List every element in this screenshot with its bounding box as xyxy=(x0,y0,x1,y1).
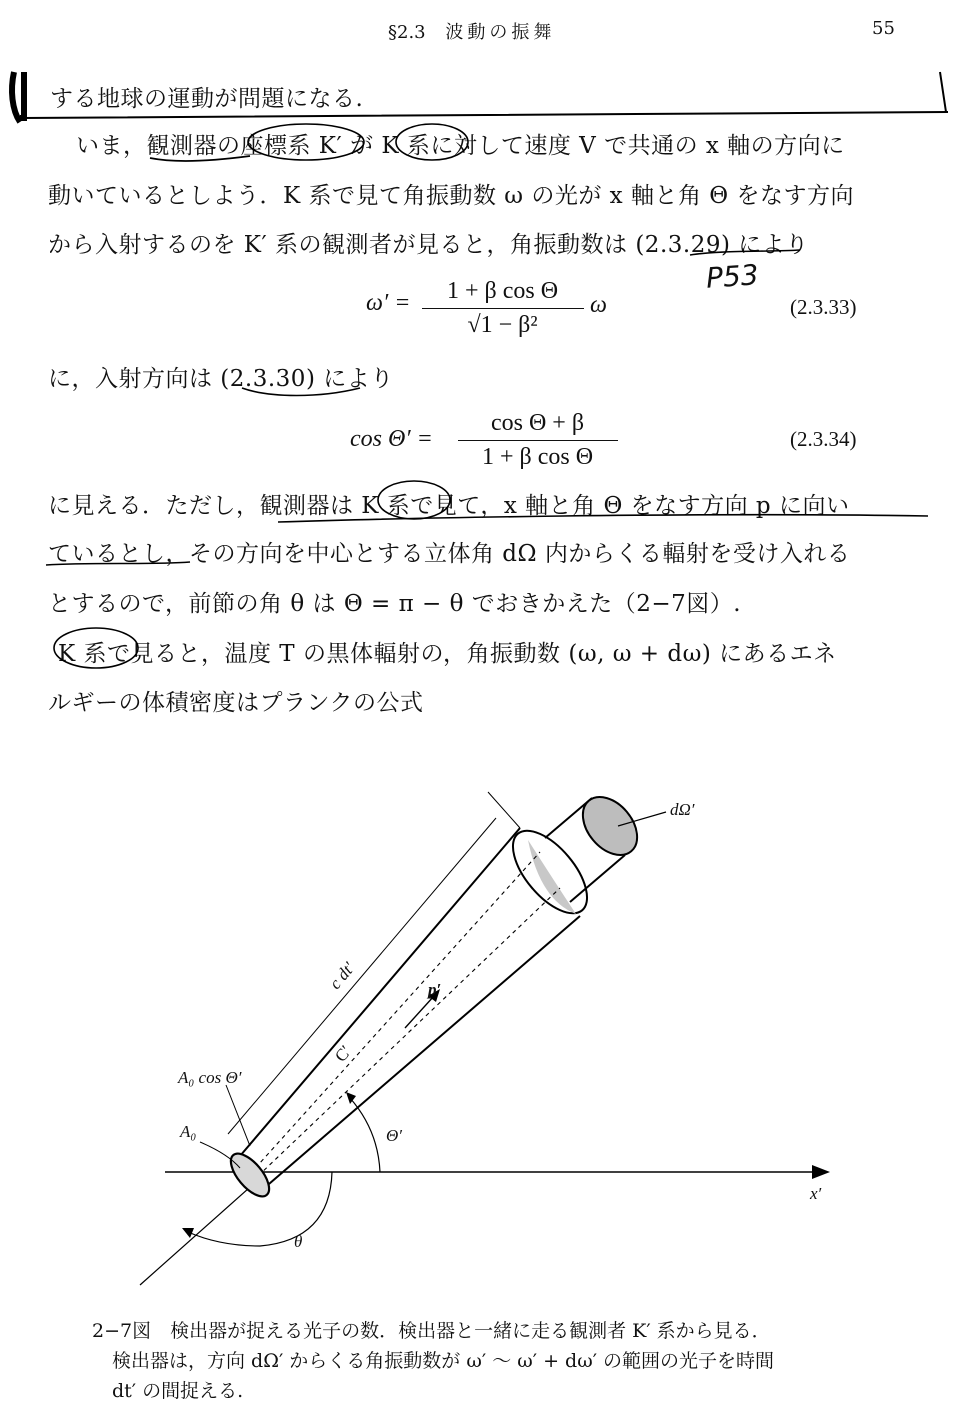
label-area: A₀ xyxy=(180,1122,197,1141)
body-line-4: から入射するのを K′ 系の観測者が見ると，角振動数は (2.3.29) により xyxy=(48,232,809,258)
body-line-5: に，入射方向は (2.3.30) により xyxy=(48,366,394,392)
label-momentum: p′ xyxy=(428,980,442,999)
pen-bracket-mark xyxy=(12,72,24,122)
figure-2-7-detector-diagram xyxy=(0,770,961,1310)
label-x-axis: x′ xyxy=(810,1184,822,1203)
body-line-6: に見える．ただし，観測器は K 系で見て，x 軸と角 Θ をなす方向 p に向い xyxy=(48,493,850,519)
eq34-lhs: cos Θ′ = xyxy=(350,426,433,452)
eq33-lhs: ω′ = xyxy=(366,290,411,316)
eq33-numerator: 1 + β cos Θ xyxy=(446,278,559,304)
small-cylinder-opening xyxy=(572,787,648,866)
body-line-7: ているとし，その方向を中心とする立体角 dΩ 内からくる輻射を受け入れる xyxy=(48,541,851,567)
page-number: 55 xyxy=(872,18,895,39)
section-title: 波動の振舞 xyxy=(445,22,556,43)
eq34-fraction-bar xyxy=(458,440,618,441)
body-line-10: ルギーの体積密度はプランクの公式 xyxy=(48,690,424,716)
eq33-rhs: ω xyxy=(590,292,607,318)
length-dimension-line xyxy=(228,818,496,1134)
label-solid-angle: dΩ′ xyxy=(670,800,695,819)
eq34-number: (2.3.34) xyxy=(790,427,857,451)
angle-prime-arrowhead xyxy=(346,1092,356,1104)
body-line-3: 動いているとしよう．K 系で見て角振動数 ω の光が x 軸と角 Θ をなす方向 xyxy=(48,183,854,209)
label-angle-theta: θ xyxy=(294,1232,303,1251)
length-dimension-tick xyxy=(488,792,520,828)
angle-theta-arrowhead xyxy=(182,1228,194,1238)
eq34-numerator: cos Θ + β xyxy=(490,410,585,436)
figure-caption-line-1: 2−7図 検出器が捉える光子の数．検出器と一緒に走る観測者 K′ 系から見る． xyxy=(92,1320,771,1342)
detector-disc xyxy=(224,1147,276,1202)
body-line-8: とするので，前節の角 θ は Θ = π − θ でおきかえた（2−7図）. xyxy=(48,591,742,617)
label-length: c dt′ xyxy=(325,958,359,993)
body-line-9: K 系で見ると，温度 T の黒体輻射の，角振動数 (ω, ω + dω) にあるエネ xyxy=(58,641,837,667)
normal-extension-line xyxy=(140,1180,258,1285)
body-line-2: いま，観測器の座標系 K′ が K 系に対して速度 V で共通の x 軸の方向に xyxy=(76,133,845,159)
running-header-section xyxy=(388,18,555,44)
tube-upper-edge xyxy=(240,828,520,1156)
eq33-fraction-bar xyxy=(422,308,584,309)
section-number: §2.3 xyxy=(388,22,426,43)
momentum-arrow xyxy=(405,996,434,1028)
x-axis-arrowhead xyxy=(812,1165,830,1179)
label-projected-area: A₀ cos Θ′ xyxy=(178,1068,242,1087)
label-axis-c: C′ xyxy=(331,1041,356,1066)
eq34-denominator: 1 + β cos Θ xyxy=(481,444,594,470)
label-angle-prime: Θ′ xyxy=(386,1126,402,1145)
dashed-ray-line xyxy=(258,888,560,1176)
body-line-1: する地球の運動が問題になる. xyxy=(50,86,364,112)
eq33-number: (2.3.33) xyxy=(790,295,857,319)
eq33-denominator: √1 − β² xyxy=(467,312,538,338)
tube-lower-edge xyxy=(262,916,580,1190)
projected-area-leader xyxy=(226,1085,250,1146)
figure-caption-line-2: 検出器は，方向 dΩ′ からくる角振動数が ω′ 〜 ω′ + dω′ の範囲の光子を時間 xyxy=(112,1350,775,1372)
figure-caption-line-3: dt′ の間捉える. xyxy=(112,1380,244,1402)
handwritten-margin-note: P53 xyxy=(704,258,760,295)
